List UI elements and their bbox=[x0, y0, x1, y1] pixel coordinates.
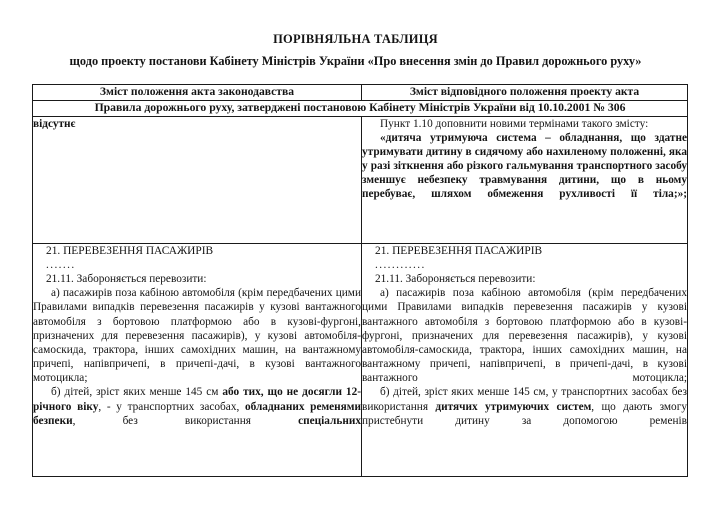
comparison-table-wrapper bbox=[32, 84, 687, 477]
clause-item-a-right: а) пасажирів поза кабіною автомобіля (крім передбачених цими Правилами випадків перевезення пасажирів у кузові вантажного автомобіля з бортовою платформою або в кузові-фургоні, призначених для перевезення пасажирів), у кузові автомобіля-самоскида, трактора, інших самохідних машин, на вантажному причепі, напівпричепі, в причепі-дачі, в кузові вантажного мотоцикла; bbox=[362, 287, 687, 385]
table-row bbox=[33, 116, 688, 243]
item-b-text-1: б) дітей, зріст яких менше 145 см, у транспортних засобах без використання bbox=[362, 386, 687, 413]
clause-item-a-left: а) пасажирів поза кабіною автомобіля (крім передбачених цими Правилами випадків перевезення пасажирів у кузові вантажного автомобіля з бортовою платформою або в кузові-фургоні, призначених для перевезення пасажирів), у кузові автомобіля-самоскида, трактора, інших самохідних машин, на вантажному причепі, напівпричепі, в причепі-дачі, в кузові вантажного мотоцикла; bbox=[33, 287, 361, 385]
regulation-reference: Правила дорожнього руху, затверджені постановою Кабінету Міністрів України від 10.10.2001 № 306 bbox=[33, 101, 688, 117]
ellipsis-left: ....... bbox=[46, 258, 76, 271]
item-b-bold-2: обладнаних ременями безпеки bbox=[33, 400, 361, 427]
item-b-text-1: б) дітей, зріст яких менше 145 см bbox=[51, 386, 223, 399]
page-subtitle: щодо проекту постанови Кабінету Міністрів України «Про внесення змін до Правил дорожнього руху» bbox=[69, 54, 642, 69]
clause-item-b-left bbox=[33, 385, 361, 428]
amendment-intro: Пункт 1.10 доповнити новими термінами такого змісту: bbox=[380, 117, 649, 130]
clause-number-right: 21.11. Забороняється перевозити: bbox=[375, 273, 536, 286]
table-spanned-row bbox=[33, 101, 688, 117]
table-header-row bbox=[33, 85, 688, 101]
row-2-right-cell bbox=[362, 243, 688, 476]
comparison-table bbox=[32, 84, 688, 477]
row-1-left-cell bbox=[33, 116, 362, 243]
page-title: ПОРІВНЯЛЬНА ТАБЛИЦЯ bbox=[273, 32, 438, 46]
row-1-right-cell bbox=[362, 116, 688, 243]
column-header-right: Зміст відповідного положення проекту акта bbox=[362, 85, 688, 101]
table-row bbox=[33, 243, 688, 476]
ellipsis-right: ............ bbox=[375, 258, 426, 271]
row-2-left-cell bbox=[33, 243, 362, 476]
item-b-bold-1: дитячих утримуючих систем bbox=[435, 400, 592, 413]
clause-number-left: 21.11. Забороняється перевозити: bbox=[46, 273, 207, 286]
section-heading-right: 21. ПЕРЕВЕЗЕННЯ ПАСАЖИРІВ bbox=[375, 244, 543, 257]
item-b-bold-3: спеціальних bbox=[298, 414, 361, 427]
item-b-bold-1: або тих, що не досягли 12-річного віку bbox=[33, 386, 361, 413]
item-b-text-2: , - у транспортних засобах, bbox=[98, 400, 245, 413]
column-header-left: Зміст положення акта законодавства bbox=[33, 85, 362, 101]
absent-marker: відсутнє bbox=[33, 117, 76, 130]
amendment-definition-quote: «дитяча утримуюча система – обладнання, що здатне утримувати дитину в сидячому або нахиленому положенні, яка у разі зіткнення або різкого гальмування транспортного засобу зменшує небезпеку травмування дитини, що в ньому перебуває, шляхом обмеження рухливості її тіла;»; bbox=[362, 131, 687, 201]
section-heading-left: 21. ПЕРЕВЕЗЕННЯ ПАСАЖИРІВ bbox=[46, 244, 214, 257]
clause-item-b-right bbox=[362, 385, 687, 428]
item-b-text-2: , що дають змогу пристебнути дитину за допомогою ременів bbox=[362, 400, 687, 427]
item-b-text-3: , без використання bbox=[72, 414, 299, 427]
